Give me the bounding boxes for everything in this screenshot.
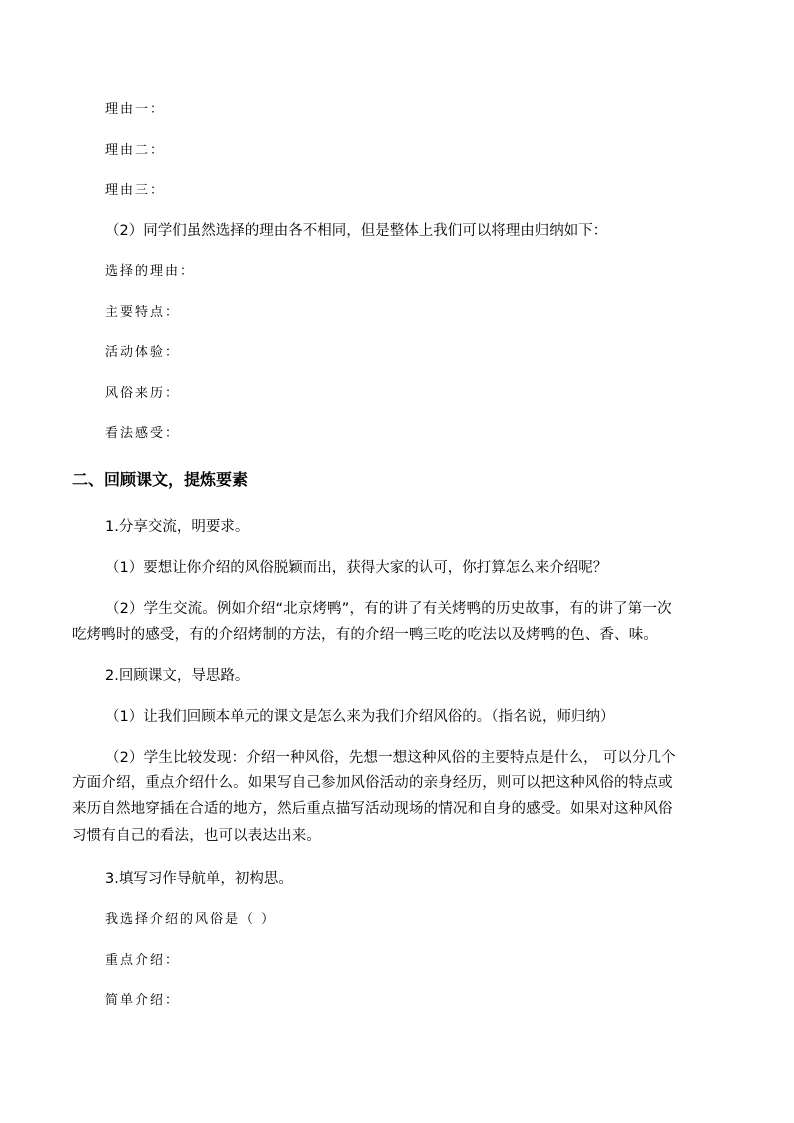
step2-answer-line4: 习惯有自己的看法，也可以表达出来。 bbox=[72, 828, 322, 844]
step1-question1: （1）要想让你介绍的风俗脱颖而出，获得大家的认可，你打算怎么来介绍呢？ bbox=[105, 560, 608, 576]
step2-title: 2.回顾课文，导思路。 bbox=[105, 668, 250, 684]
step3-item-custom: 我选择介绍的风俗是（ ） bbox=[105, 912, 277, 927]
summary-item-reason: 选择的理由： bbox=[105, 264, 196, 279]
summary-item-experience: 活动体验： bbox=[105, 345, 181, 360]
reason-two-label: 理由二： bbox=[105, 143, 166, 158]
summary-intro: （2）同学们虽然选择的理由各不相同，但是整体上我们可以将理由归纳如下： bbox=[105, 223, 608, 239]
summary-item-opinion: 看法感受： bbox=[105, 426, 181, 441]
step2-answer-line1: （2）学生比较发现：介绍一种风俗，先想一想这种风俗的主要特点是什么， 可以分几个 bbox=[105, 750, 676, 766]
step2-answer-line3: 来历自然地穿插在合适的地方，然后重点描写活动现场的情况和自身的感受。如果对这种风俗 bbox=[72, 801, 673, 817]
reason-three-label: 理由三： bbox=[105, 183, 166, 198]
step1-answer-line2: 吃烤鸭时的感受，有的介绍烤制的方法，有的介绍一鸭三吃的吃法以及烤鸭的色、香、味。 bbox=[72, 627, 658, 643]
step2-answer-line2: 方面介绍，重点介绍什么。如果写自己参加风俗活动的亲身经历，则可以把这种风俗的特点或 bbox=[72, 775, 673, 791]
step3-item-focus: 重点介绍： bbox=[105, 953, 181, 968]
step1-answer-line1: （2）学生交流。例如介绍“北京烤鸭”，有的讲了有关烤鸭的历史故事，有的讲了第一次 bbox=[105, 601, 672, 617]
step3-item-brief: 简单介绍： bbox=[105, 993, 181, 1008]
reason-one-label: 理由一： bbox=[105, 102, 166, 117]
step2-question1: （1）让我们回顾本单元的课文是怎么来为我们介绍风俗的。（指名说，师归纳） bbox=[105, 709, 615, 725]
step1-title: 1.分享交流，明要求。 bbox=[105, 519, 250, 535]
summary-item-features: 主要特点： bbox=[105, 305, 181, 320]
section-heading: 二、回顾课文，提炼要素 bbox=[72, 470, 249, 489]
step3-title: 3.填写习作导航单，初构思。 bbox=[105, 871, 293, 887]
summary-item-origin: 风俗来历： bbox=[105, 386, 181, 401]
